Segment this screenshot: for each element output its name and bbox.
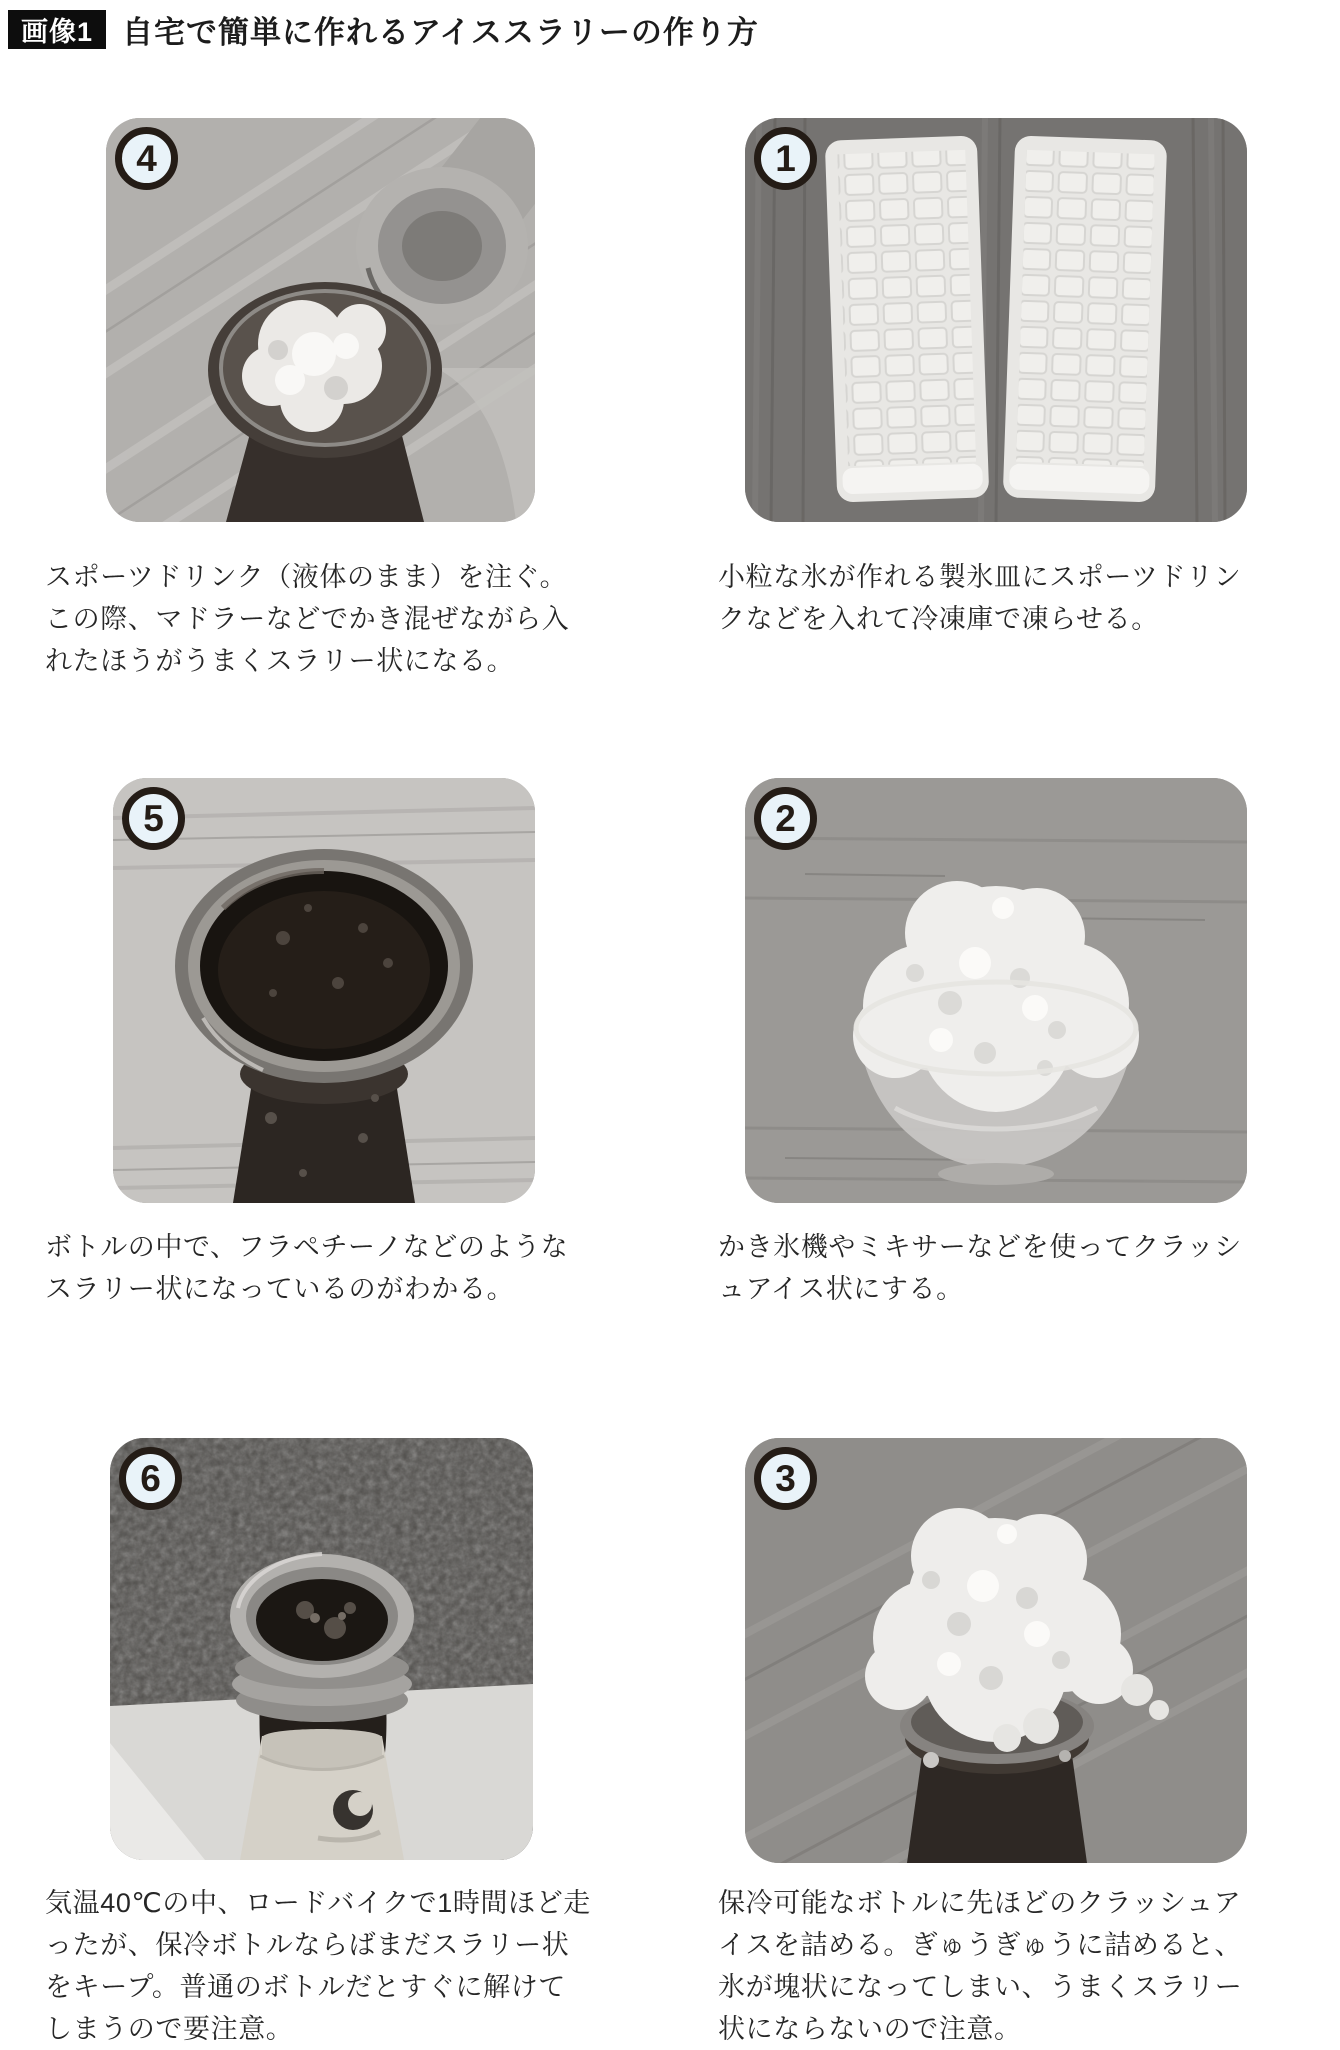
- page-title: 自宅で簡単に作れるアイススラリーの作り方: [122, 14, 759, 50]
- step-caption: 小粒な氷が作れる製氷皿にスポーツドリンクなどを入れて冷凍庫で凍らせる。: [718, 562, 1242, 634]
- photo-5-illustration-slurry-in-bottle: [113, 778, 535, 1203]
- step-photo-2: [745, 778, 1247, 1203]
- step-number-badge: 1: [754, 127, 817, 190]
- step-caption: かき氷機やミキサーなどを使ってクラッシュアイス状にする。: [718, 1232, 1242, 1304]
- step-number-badge: 4: [115, 127, 178, 190]
- step-photo-3: [745, 1438, 1247, 1863]
- step-number-badge: 6: [119, 1447, 182, 1510]
- step-photo-6: [110, 1438, 533, 1860]
- photo-3-illustration-ice-packed-bottle: [745, 1438, 1247, 1863]
- step-caption: 保冷可能なボトルに先ほどのクラッシュアイスを詰める。ぎゅうぎゅうに詰めると、氷が塊状になってしまい、うまくスラリー状にならないので注意。: [718, 1888, 1243, 2044]
- step-photo-5: [113, 778, 535, 1203]
- step-caption: 気温40℃の中、ロードバイクで1時間ほど走ったが、保冷ボトルならばまだスラリー状をキープ。普通のボトルだとすぐに解けてしまうので要注意。: [45, 1888, 591, 2044]
- step-number-badge: 5: [122, 787, 185, 850]
- step-caption: ボトルの中で、フラペチーノなどのようなスラリー状になっているのがわかる。: [45, 1232, 569, 1304]
- step-caption: スポーツドリンク（液体のまま）を注ぐ。この際、マドラーなどでかき混ぜながら入れたほうがうまくスラリー状になる。: [45, 562, 570, 676]
- photo-1-illustration-ice-trays: [745, 118, 1247, 522]
- step-number-badge: 3: [754, 1447, 817, 1510]
- step-number-badge: 2: [754, 787, 817, 850]
- step-photo-4: [106, 118, 535, 522]
- step-photo-1: [745, 118, 1247, 522]
- photo-6-illustration-insulated-bottle: [110, 1438, 533, 1860]
- image-label-badge: 画像1: [8, 10, 106, 49]
- photo-2-illustration-crushed-ice-bowl: [745, 778, 1247, 1203]
